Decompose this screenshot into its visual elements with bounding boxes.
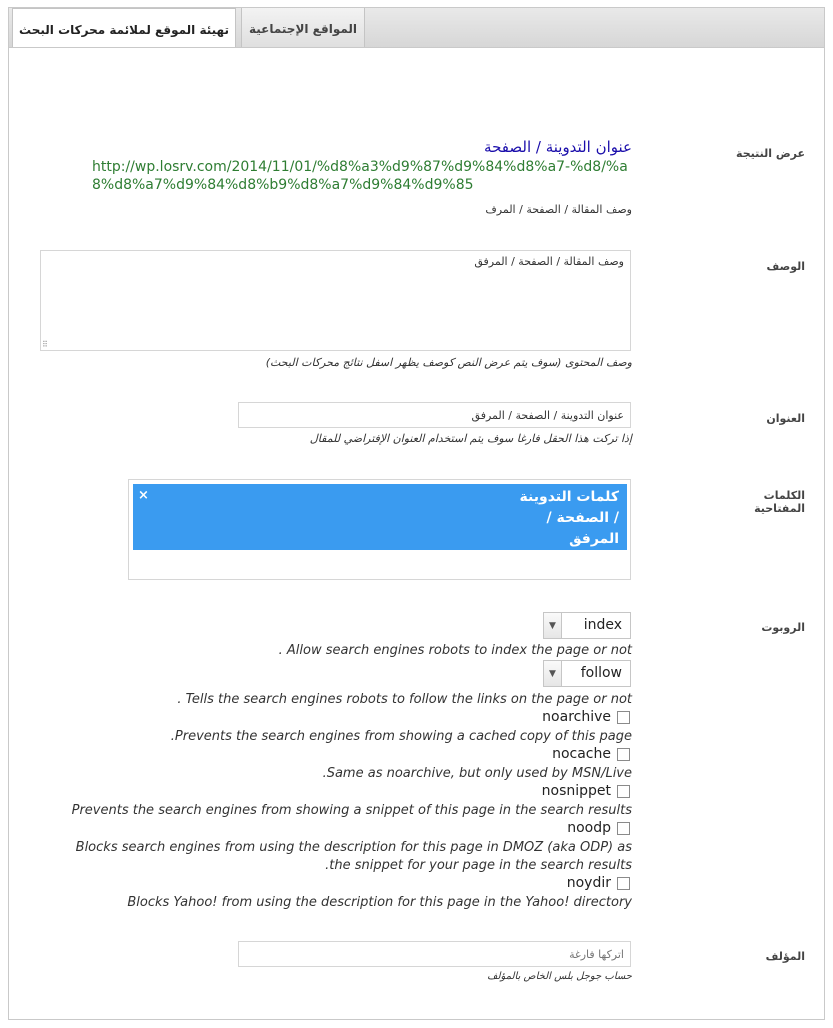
option-label: nocache	[552, 746, 611, 762]
chevron-down-icon[interactable]: ▼	[544, 613, 562, 638]
noodp-desc-2: .the snippet for your page in the search results	[325, 858, 632, 873]
nocache-option[interactable]	[552, 746, 630, 762]
description-textarea[interactable]	[40, 250, 631, 351]
robots-label: الروبوت	[761, 621, 805, 634]
tag-line: المرفق	[569, 531, 619, 547]
noarchive-option[interactable]	[542, 709, 630, 725]
tab-social-sites[interactable]	[241, 8, 365, 49]
description-hint: وصف المحتوى (سوف يتم عرض النص كوصف يظهر اسفل نتائج محركات البحث)	[265, 356, 632, 369]
nosnippet-option[interactable]	[542, 783, 630, 799]
title-hint: إذا تركت هذا الحقل فارغا سوف يتم استخدام العنوان الإفتراضي للمقال	[309, 432, 632, 445]
title-input[interactable]	[238, 402, 631, 428]
noodp-desc: Blocks search engines from using the description for this page in DMOZ (aka ODP) as	[75, 840, 632, 855]
option-label: nosnippet	[541, 783, 611, 799]
follow-hint: . Tells the search engines robots to follow the links on the page or not	[177, 692, 632, 707]
noarchive-desc: .Prevents the search engines from showing a cached copy of this page	[170, 729, 632, 744]
index-hint: . Allow search engines robots to index the page or not	[278, 643, 632, 658]
author-hint: حساب جوجل بلس الخاص بالمؤلف	[487, 971, 632, 982]
title-label: العنوان	[766, 412, 805, 425]
follow-select-value: follow	[580, 665, 622, 681]
index-select-value: index	[583, 617, 622, 633]
keywords-input[interactable]	[128, 479, 631, 580]
nosnippet-desc: Prevents the search engines from showing a snippet of this page in the search results	[71, 803, 632, 818]
tab-label: تهيئة الموقع لملائمة محركات البحث	[19, 22, 229, 37]
option-label: noydir	[566, 875, 611, 891]
option-label: noarchive	[542, 709, 611, 725]
tab-bar	[8, 7, 825, 48]
resize-grip-icon[interactable]: ⠿	[42, 340, 48, 349]
author-input[interactable]	[238, 941, 631, 967]
nocache-desc: .Same as noarchive, but only used by MSN/Live	[322, 766, 632, 781]
preview-label: عرض النتيجة	[736, 147, 805, 160]
tab-seo[interactable]	[12, 8, 236, 50]
noydir-desc: Blocks Yahoo! from using the description for this page in the Yahoo! directory	[127, 895, 632, 910]
keyword-tag[interactable]	[133, 484, 627, 550]
noydir-checkbox[interactable]	[617, 877, 630, 890]
nosnippet-checkbox[interactable]	[617, 785, 630, 798]
noodp-option[interactable]	[567, 820, 630, 836]
option-label: noodp	[567, 820, 611, 836]
tab-label: المواقع الإجتماعية	[248, 21, 358, 36]
nocache-checkbox[interactable]	[617, 748, 630, 761]
preview-url: http://wp.losrv.com/2014/11/01/%d8%a3%d9%87%d9%84%d8%a7-%d8/%a8%d8%a7%d9%84%d8%b9%d8%a7%d9%84%d9%85	[92, 159, 628, 193]
close-icon[interactable]: ×	[138, 488, 149, 503]
follow-select[interactable]	[543, 660, 631, 687]
tag-line: / الصفحة /	[546, 510, 619, 526]
tag-line: كلمات التدوينة	[519, 489, 619, 505]
preview-description: وصف المقالة / الصفحة / المرف	[485, 203, 632, 216]
keywords-label: الكلمات المفتاحية	[754, 489, 805, 515]
author-label: المؤلف	[765, 950, 805, 963]
preview-title: عنوان التدوينة / الصفحة	[484, 138, 632, 156]
description-wrap	[40, 250, 631, 351]
index-select[interactable]	[543, 612, 631, 639]
description-label: الوصف	[766, 260, 805, 273]
noarchive-checkbox[interactable]	[617, 711, 630, 724]
noodp-checkbox[interactable]	[617, 822, 630, 835]
noydir-option[interactable]	[567, 875, 630, 891]
chevron-down-icon[interactable]: ▼	[544, 661, 562, 686]
